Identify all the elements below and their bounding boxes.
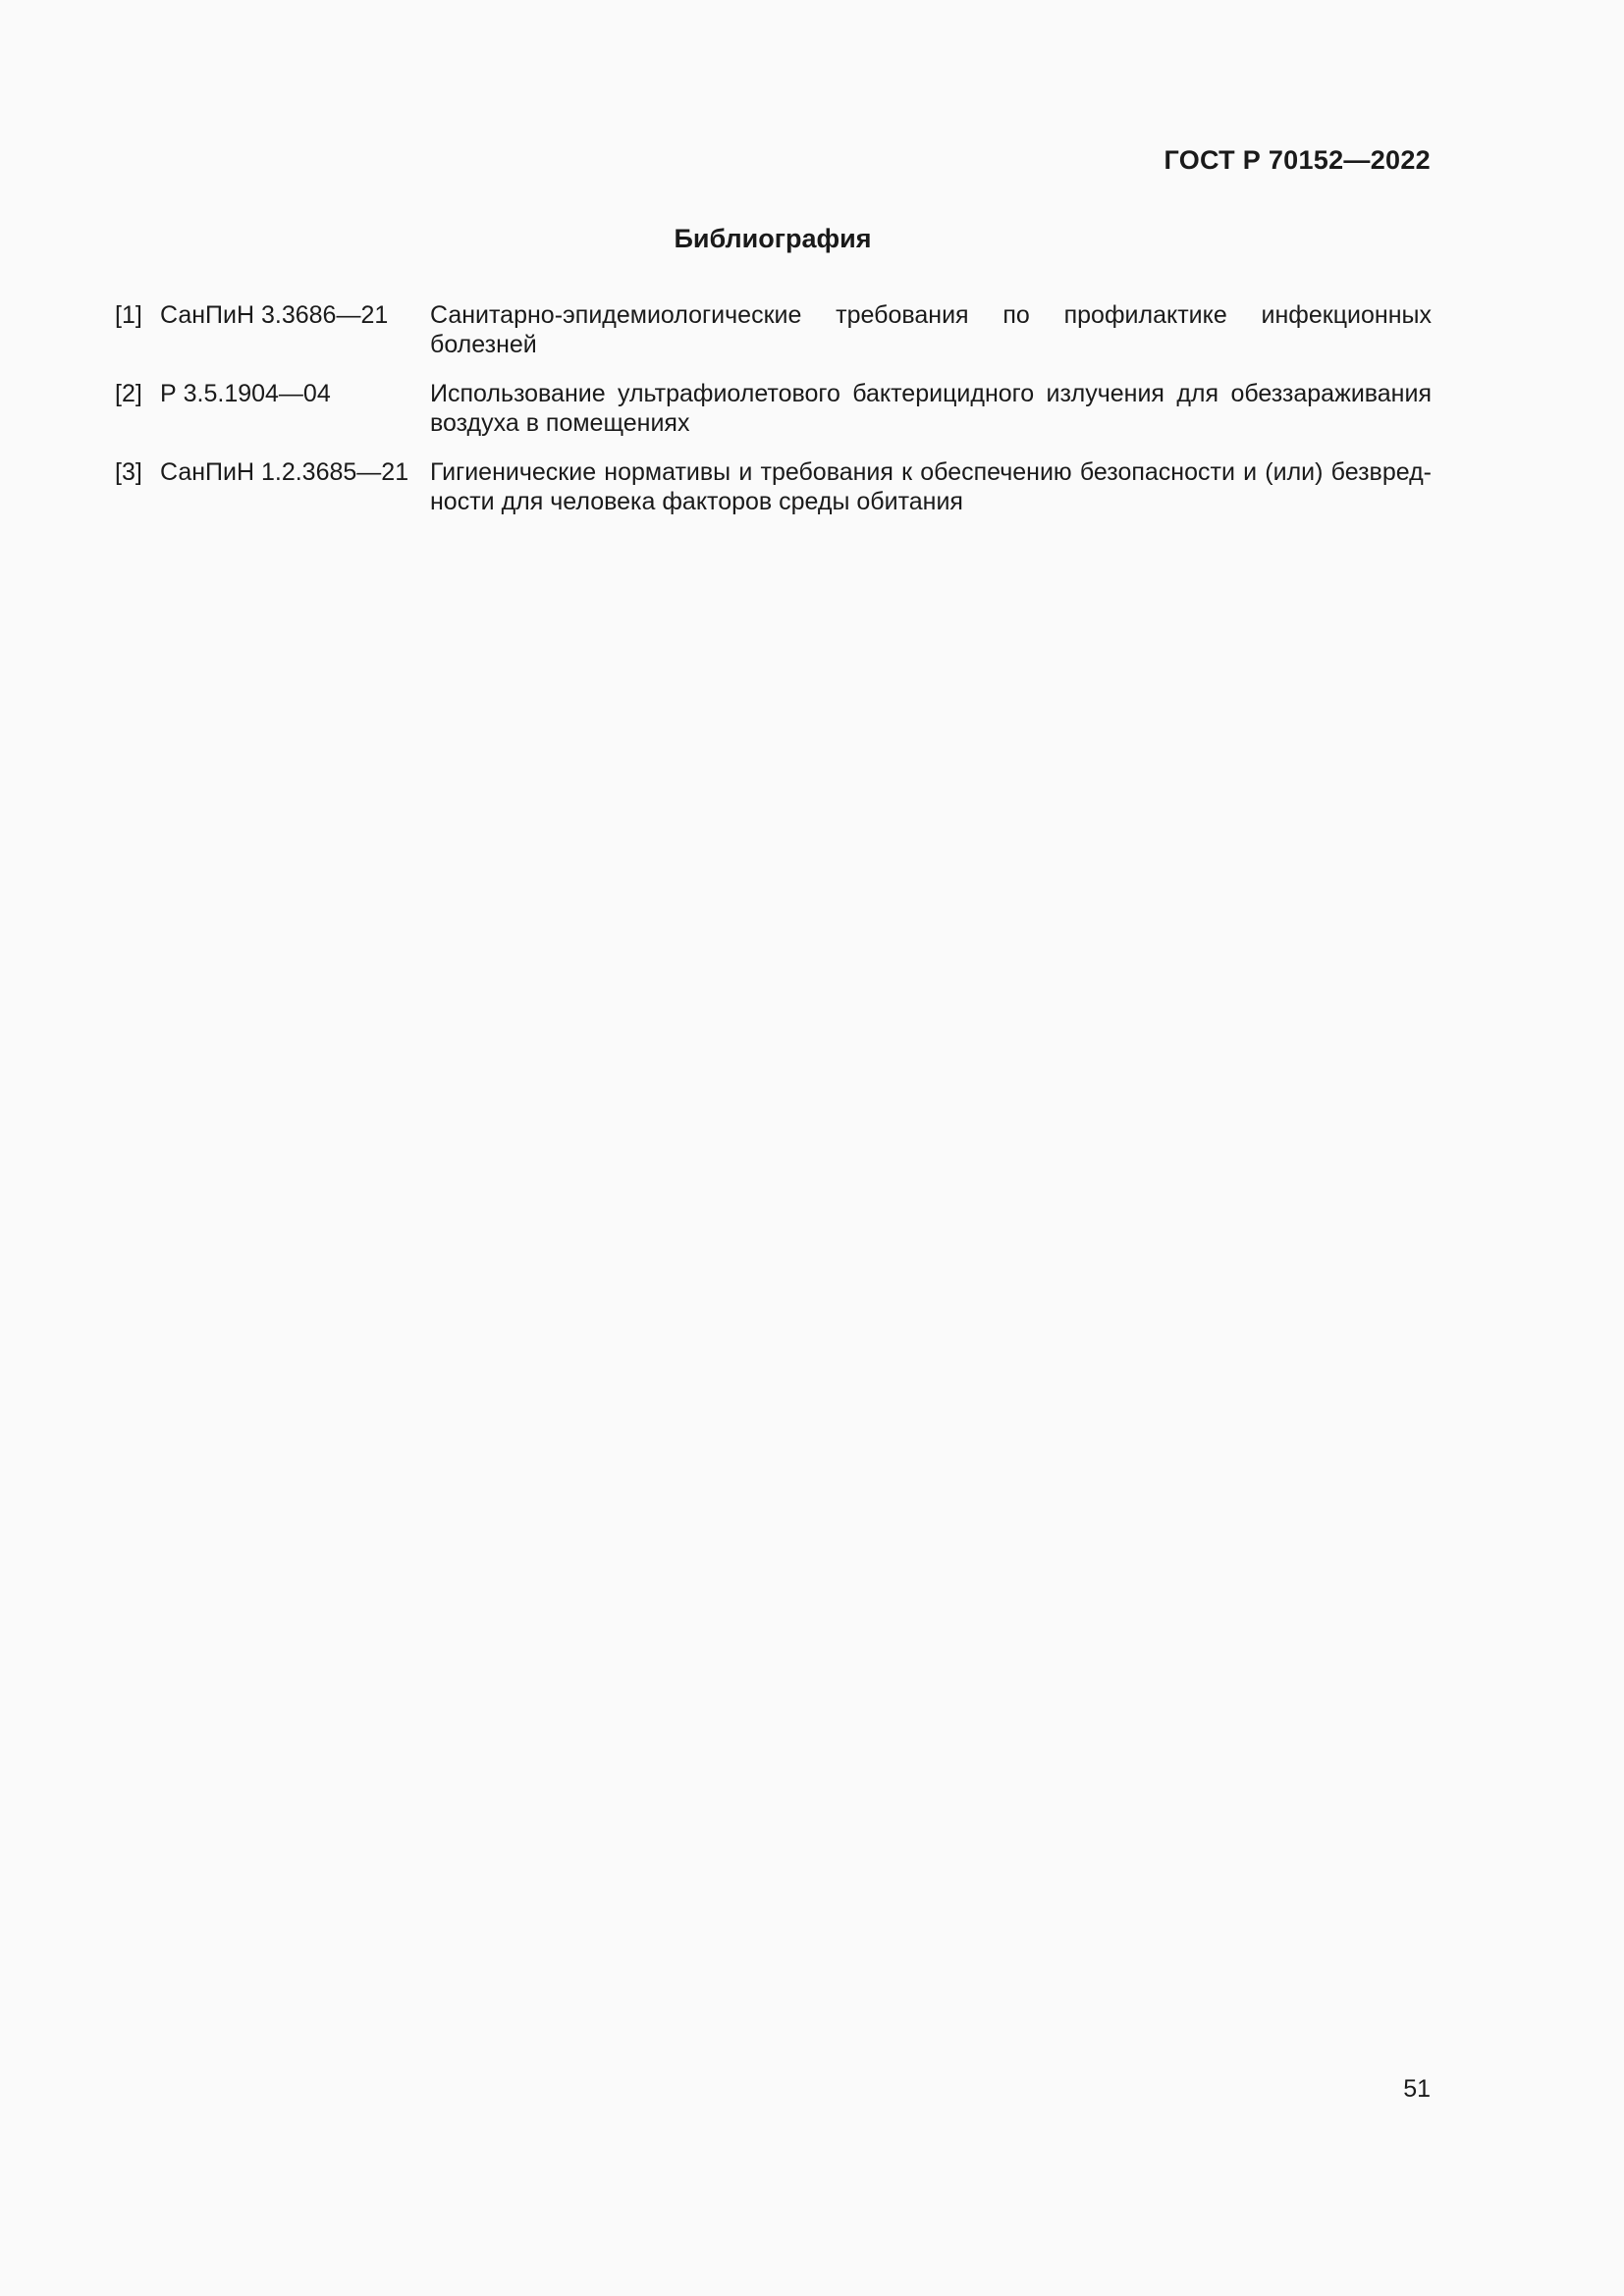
entry-code: СанПиН 3.3686—21 [160, 301, 389, 329]
bibliography-list [115, 300, 1432, 536]
bibliography-entry [115, 379, 1432, 438]
entry-number: [2] [115, 380, 142, 407]
bibliography-entry [115, 300, 1432, 359]
entry-title: Санитарно-эпидемиологические требования по профилактике инфекционных болезней [430, 301, 1432, 358]
entry-code: Р 3.5.1904—04 [160, 380, 331, 407]
bibliography-entry [115, 457, 1432, 516]
section-title: Библиография [674, 224, 872, 253]
entry-title: Использование ультрафиолетового бактерицидного излучения для обеззараживания воздуха в помещениях [430, 380, 1432, 437]
document-standard-id: ГОСТ Р 70152—2022 [1164, 145, 1431, 175]
entry-number: [1] [115, 301, 142, 329]
entry-number: [3] [115, 458, 142, 486]
entry-code: СанПиН 1.2.3685—21 [160, 458, 409, 486]
entry-title: Гигиенические нормативы и требования к обеспечению безопасности и (или) безвред-ности для человека факторов среды обитания [430, 458, 1432, 515]
page-number: 51 [1403, 2075, 1431, 2103]
